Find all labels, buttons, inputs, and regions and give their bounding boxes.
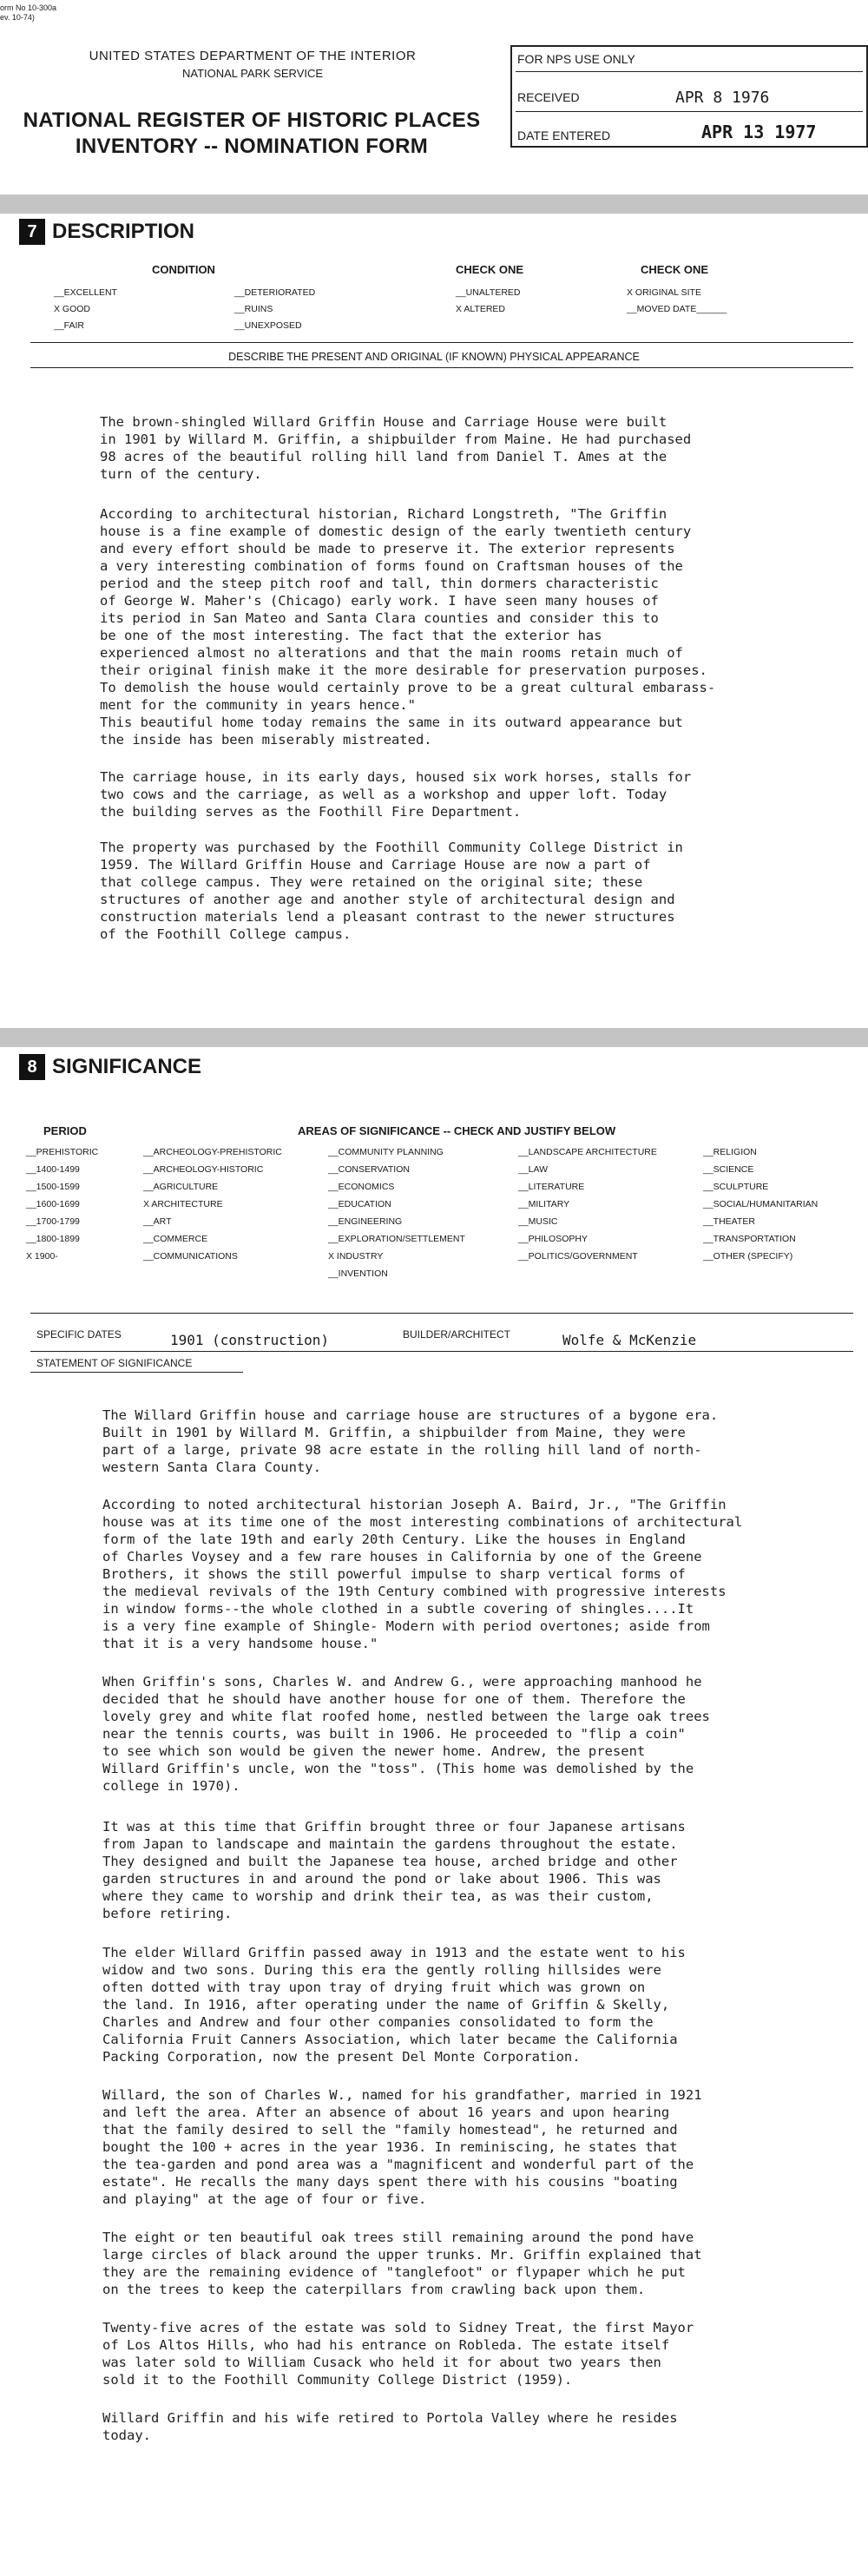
area-option: __COMMERCE — [143, 1234, 208, 1244]
area-option: __SOCIAL/HUMANITARIAN — [703, 1199, 819, 1209]
condition-option: __DETERIORATED — [234, 287, 316, 298]
form-title — [0, 108, 503, 160]
significance-paragraph: The elder Willard Griffin passed away in 1913 and the estate went to his widow and two sons. During this era the gently rolling hillsides were often dotted with tray upon tray of drying fruit which was grown on the land. In 1916, after operating under the name of Griffin & Skelly, Charles and Andrew and four other companies consolidated to form the California Fruit Canners Association, which later became the California Packing Corporation, now the present Del Monte Corporation. — [102, 1945, 686, 2065]
period-option: X 1900- — [26, 1251, 58, 1262]
area-option: __SCIENCE — [703, 1164, 754, 1175]
area-option: __ENGINEERING — [328, 1216, 403, 1227]
description-paragraph: According to architectural historian, Richard Longstreth, "The Griffin house is a fine example of domestic design of the early twentieth century and every effort should be made to preserve it. The exterior represents a very interesting combination of forms found on Craftsman houses of the period and the steep pitch roof and tall, thin dormers characteristic of George W. Maher's (Chicago) early work. I have seen many houses of its period in San Mateo and Santa Clara counties and consider this to be one of the most interesting. The fact that the exterior has experienced almost no alterations and that the main rooms retain much of their original finish make it the more desirable for preservation purposes. To demolish the house would certainly prove to be a great cultural embarass- ment for the community in years hence." — [100, 506, 716, 713]
site-option: __MOVED DATE______ — [627, 304, 727, 314]
condition-option: X GOOD — [54, 304, 91, 314]
description-paragraph: The property was purchased by the Foothill Community College District in 1959. The Willard Griffin House and Carriage House are now a part of that college campus. They were retained on the original site; these structures of another age and another style of architectural design and construction materials lend a pleasant contrast to the newer structures of the Foothill College campus. — [100, 840, 683, 942]
section-number: 7 — [19, 219, 45, 245]
alteration-option: __UNALTERED — [456, 287, 521, 298]
specific-dates-value: 1901 (construction) — [170, 1332, 330, 1348]
area-option: __OTHER (SPECIFY) — [703, 1251, 793, 1262]
site-option: X ORIGINAL SITE — [627, 287, 701, 298]
significance-paragraph: The eight or ten beautiful oak trees still remaining around the pond have large circles of black around the upper trunks. Mr. Griffin explained that they are the remaining evidence of "tanglefoot" or flypaper which he put on the trees to keep the caterpillars from crawling back upon them. — [102, 2230, 702, 2297]
condition-option: __FAIR — [54, 320, 85, 331]
form-title-line2: INVENTORY -- NOMINATION FORM — [75, 135, 429, 158]
statement-label: STATEMENT OF SIGNIFICANCE — [36, 1357, 193, 1369]
period-option: __PREHISTORIC — [26, 1147, 99, 1157]
areas-heading: AREAS OF SIGNIFICANCE -- CHECK AND JUSTIFY BELOW — [298, 1124, 616, 1137]
area-option: __LANDSCAPE ARCHITECTURE — [518, 1147, 657, 1157]
area-option: __EXPLORATION/SETTLEMENT — [328, 1234, 465, 1244]
area-option: __SCULPTURE — [703, 1182, 769, 1192]
period-heading: PERIOD — [43, 1124, 87, 1137]
section-8-heading — [19, 1054, 201, 1080]
area-option: __ARCHEOLOGY-HISTORIC — [143, 1164, 264, 1175]
condition-option: __UNEXPOSED — [234, 320, 302, 331]
area-option: __EDUCATION — [328, 1199, 391, 1209]
date-entered-label: DATE ENTERED — [517, 128, 611, 142]
area-option: __MILITARY — [518, 1199, 570, 1209]
area-option: __CONSERVATION — [328, 1164, 410, 1175]
significance-paragraph: Willard Griffin and his wife retired to Portola Valley where he resides today. — [102, 2410, 678, 2443]
section-7-heading — [19, 219, 194, 245]
description-caption: DESCRIBE THE PRESENT AND ORIGINAL (IF KNOWN) PHYSICAL APPEARANCE — [228, 351, 640, 363]
nps-use-box — [510, 45, 868, 148]
period-option: __1600-1699 — [26, 1199, 80, 1209]
significance-paragraph: The Willard Griffin house and carriage house are structures of a bygone era. Built in 1901 by Willard M. Griffin, a shipbuilder from Maine, they were part of a large, private 98 acre estate in the rolling hill land of north- western Santa Clara County. — [102, 1407, 719, 1475]
area-option: __LAW — [518, 1164, 549, 1175]
builder-value: Wolfe & McKenzie — [562, 1332, 697, 1348]
significance-paragraph: Willard, the son of Charles W., named for his grandfather, married in 1921 and left the area. After an absence of about 16 years and upon hearing that the family desired to sell the "family homestead", he returned and bought the 100 + acres in the year 1936. In reminiscing, he states that the tea-garden and pond area was a "magnificent and wonderful part of the estate". He recalls the many days spent there with his cousins "boating and playing" at the age of four or five. — [102, 2087, 702, 2207]
section-separator — [0, 194, 868, 214]
period-option: __1700-1799 — [26, 1216, 80, 1227]
section-separator — [0, 1028, 868, 1047]
area-option: __INVENTION — [328, 1268, 388, 1279]
period-option: __1400-1499 — [26, 1164, 80, 1175]
form-number: orm No 10-300a ev. 10-74) — [0, 3, 57, 22]
statement-underline — [30, 1372, 243, 1373]
condition-option: __EXCELLENT — [54, 287, 117, 298]
date-entered-stamp: APR 13 1977 — [701, 122, 817, 142]
period-option: __1500-1599 — [26, 1182, 80, 1192]
area-option: __COMMUNICATIONS — [143, 1251, 238, 1262]
area-option: __ECONOMICS — [328, 1182, 395, 1192]
area-option: __ART — [143, 1216, 172, 1227]
description-paragraph: This beautiful home today remains the same in its outward appearance but the inside has been miserably mistreated. — [100, 715, 683, 748]
caption-rule — [30, 367, 853, 368]
area-option: X ARCHITECTURE — [143, 1199, 223, 1209]
area-option: __TRANSPORTATION — [703, 1234, 796, 1244]
nps-heading: FOR NPS USE ONLY — [517, 52, 635, 66]
condition-heading: CONDITION — [152, 263, 215, 276]
area-option: X INDUSTRY — [328, 1251, 384, 1262]
area-option: __PHILOSOPHY — [518, 1234, 588, 1244]
builder-label: BUILDER/ARCHITECT — [403, 1328, 511, 1341]
period-option: __1800-1899 — [26, 1234, 80, 1244]
area-option: __COMMUNITY PLANNING — [328, 1147, 444, 1157]
description-paragraph: The carriage house, in its early days, housed six work horses, stalls for two cows and the carriage, as well as a workshop and upper loft. Today the building serves as the Foothill Fire Department. — [100, 769, 692, 820]
significance-paragraph: According to noted architectural historian Joseph A. Baird, Jr., "The Griffin house was at its time one of the most interesting combinations of architectural form of the late 19th and early 20th Century. Like the houses in England of Charles Voysey and a few rare houses in California by one of the Greene Brothers, it shows the still powerful impulse to sharp vertical forms of the medieval revivals of the 19th Century combined with progressive interests in window forms--the whole clothed in a subtle covering of shingles....It is a very fine example of Shingle- Modern with period overtones; aside from that it is a very handsome house." — [102, 1497, 743, 1651]
check-one-heading: CHECK ONE — [456, 263, 524, 276]
area-option: __THEATER — [703, 1216, 755, 1227]
significance-paragraph: When Griffin's sons, Charles W. and Andrew G., were approaching manhood he decided that he should have another house for one of them. Therefore the lovely grey and white flat roofed home, nestled between the large oak trees near the tennis courts, was built in 1906. He proceeded to "flip a coin" to see which son would be given the newer home. Andrew, the present Willard Griffin's uncle, won the "toss". (This home was demolished by the college in 1970). — [102, 1674, 710, 1794]
nps-divider — [516, 111, 863, 112]
area-option: __ARCHEOLOGY-PREHISTORIC — [143, 1147, 282, 1157]
significance-paragraph: Twenty-five acres of the estate was sold to Sidney Treat, the first Mayor of Los Altos Hills, who had his entrance on Robleda. The estate itself was later sold to William Cusack who held it for about two years then sold it to the Foothill Community College District (1959). — [102, 2320, 694, 2388]
area-option: __POLITICS/GOVERNMENT — [518, 1251, 638, 1262]
significance-paragraph: It was at this time that Griffin brought three or four Japanese artisans from Japan to landscape and maintain the gardens throughout the estate. They designed and built the Japanese tea house, arched bridge and other garden structures in and around the pond or lake about 1906. This was where they came to worship and drink their tea, as was their custom, before retiring. — [102, 1819, 686, 1921]
received-label: RECEIVED — [517, 90, 580, 104]
alteration-option: X ALTERED — [456, 304, 505, 314]
service-name: NATIONAL PARK SERVICE — [181, 67, 324, 80]
nps-divider — [516, 71, 863, 72]
department-name: UNITED STATES DEPARTMENT OF THE INTERIOR — [89, 49, 417, 63]
section-title: SIGNIFICANCE — [52, 1055, 202, 1078]
description-paragraph: The brown-shingled Willard Griffin House and Carriage House were built in 1901 by Willard M. Griffin, a shipbuilder from Maine. He had purchased 98 acres of the beautiful rolling hill land from Daniel T. Ames at the turn of the century. — [100, 414, 692, 482]
specific-dates-label: SPECIFIC DATES — [36, 1328, 122, 1341]
received-stamp: APR 8 1976 — [675, 89, 770, 107]
statement-rule — [30, 1351, 853, 1352]
caption-rule — [30, 342, 853, 343]
check-one-heading: CHECK ONE — [641, 263, 709, 276]
section-number: 8 — [19, 1054, 45, 1080]
section-title: DESCRIPTION — [52, 220, 195, 243]
area-option: __LITERATURE — [518, 1182, 585, 1192]
form-title-line1: NATIONAL REGISTER OF HISTORIC PLACES — [23, 109, 481, 132]
area-option: __AGRICULTURE — [143, 1182, 219, 1192]
area-option: __RELIGION — [703, 1147, 757, 1157]
area-option: __MUSIC — [518, 1216, 558, 1227]
specific-dates-rule — [30, 1313, 853, 1314]
condition-option: __RUINS — [234, 304, 273, 314]
